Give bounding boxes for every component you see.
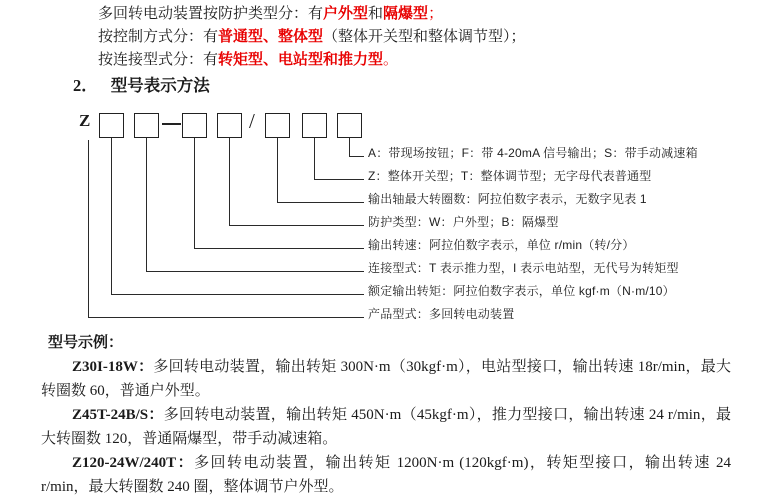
example-text: 多回转电动装置，输出转矩 300N·m（30kgf·m），电站型接口，输出转速 18r/min，最大转圈数 60，普通户外型。 (41, 359, 731, 399)
example-paragraph (41, 451, 731, 499)
intro-text: （整体开关型和整体调节型）； (323, 29, 526, 45)
model-number: Z30I-18W： (72, 359, 154, 375)
highlight-ordinary-integral-type: 普通型、整体型 (218, 29, 324, 45)
control-code-box (302, 113, 327, 138)
intro-punct: 。 (383, 52, 399, 68)
model-number: Z120-24W/240T： (72, 455, 195, 471)
torque-code-box (99, 113, 124, 138)
intro-text: 和 (368, 6, 384, 22)
model-prefix-letter: Z (79, 111, 91, 130)
highlight-torque-station-thrust-type: 转矩型、电站型和推力型 (218, 52, 384, 68)
label-connection: 连接型式：T 表示推力型，I 表示电站型，无代号为转矩型 (368, 261, 679, 275)
example-text: 多回转电动装置，输出转矩 1200N·m (120kgf·m)，转矩型接口，输出转速 24 r/min，最大转圈数 240 圈，整体调节户外型。 (41, 455, 731, 495)
highlight-explosionproof-type: 隔爆型 (383, 6, 429, 22)
example-paragraph (41, 403, 731, 451)
label-speed: 输出转速：阿拉伯数字表示，单位 r/min（转/分） (368, 238, 635, 252)
highlight-outdoor-type: 户外型 (323, 6, 369, 22)
label-control: Z：整体开关型；T：整体调节型；无字母代表普通型 (368, 169, 652, 183)
intro-punct: ； (428, 6, 444, 22)
intro-text: 按连接型式分：有 (98, 52, 219, 68)
label-product-type: 产品型式：多回转电动装置 (368, 307, 515, 321)
dash-separator (162, 123, 181, 125)
intro-text: 多回转电动装置按防护类型分：有 (98, 6, 324, 22)
label-turns: 输出轴最大转圈数：阿拉伯数字表示，无数字见表 1 (368, 192, 647, 206)
examples-section (41, 331, 731, 499)
connection-code-box (134, 113, 159, 138)
examples-heading: 型号示例： (48, 335, 124, 351)
section-title: 型号表示方法 (110, 76, 210, 95)
connector-product-type (88, 140, 364, 318)
label-protection: 防护类型：W：户外型；B：隔爆型 (368, 215, 559, 229)
slash-separator: / (249, 109, 255, 133)
protection-code-box (217, 113, 242, 138)
example-text: 多回转电动装置，输出转矩 450N·m（45kgf·m），推力型接口，输出转速 24 r/min，最大转圈数 120，普通隔爆型，带手动减速箱。 (41, 407, 731, 447)
accessory-code-box (337, 113, 362, 138)
intro-text: 按控制方式分：有 (98, 29, 219, 45)
turns-code-box (265, 113, 290, 138)
example-paragraph (41, 355, 731, 403)
model-number: Z45T-24B/S： (72, 407, 164, 423)
speed-code-box (182, 113, 207, 138)
label-torque: 额定输出转矩：阿拉伯数字表示，单位 kgf·m（N·m/10） (368, 284, 675, 298)
section-number: 2． (73, 76, 98, 95)
label-accessory: A：带现场按钮；F：带 4-20mA 信号输出；S：带手动减速箱 (368, 146, 698, 160)
